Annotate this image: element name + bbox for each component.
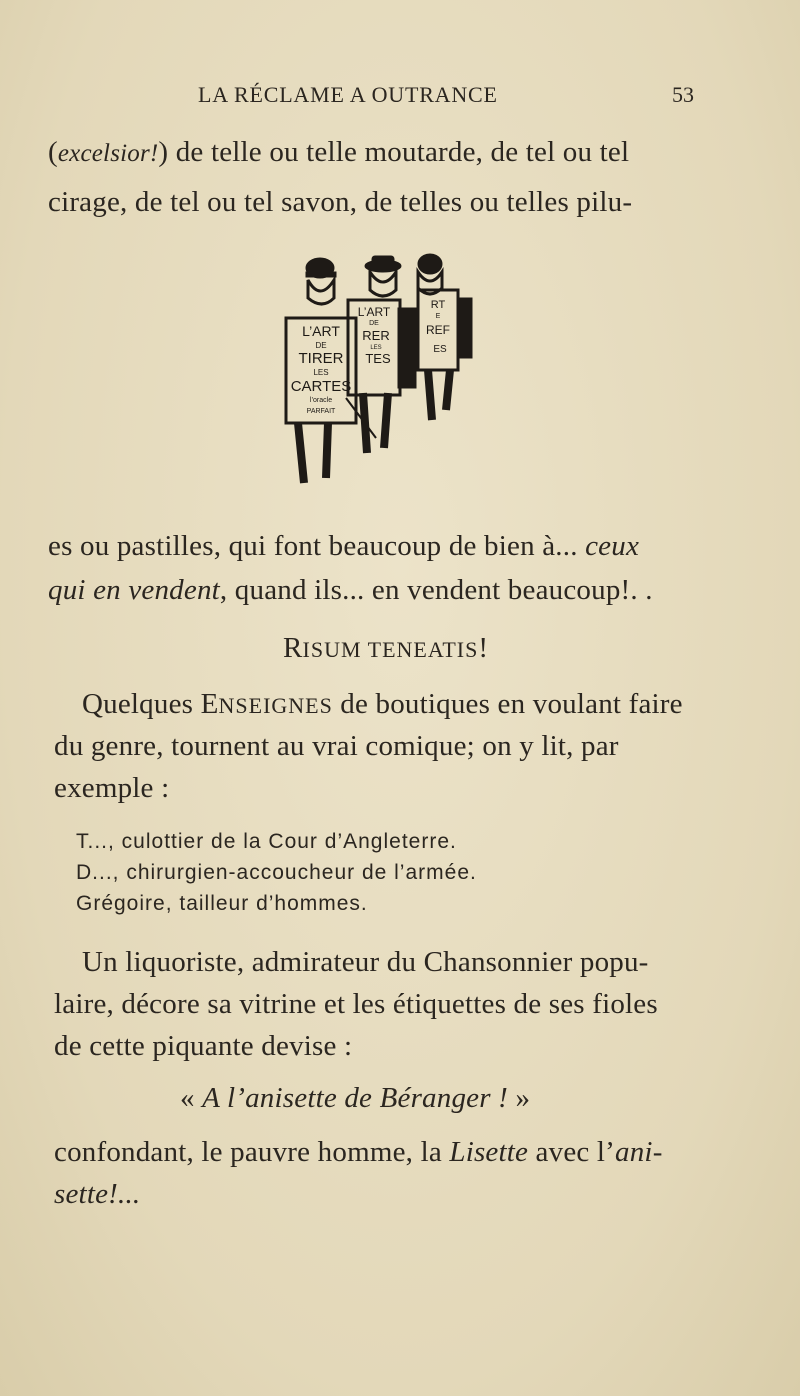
text-fragment: )	[158, 136, 169, 168]
text-fragment: »	[508, 1082, 531, 1114]
paragraph-line	[82, 688, 683, 721]
text-fragment: , quand ils... en vendent beaucoup!. .	[219, 574, 653, 606]
paragraph-line: Un liquoriste, admirateur du Chansonnier popu-	[82, 946, 649, 978]
text-fragment: (	[48, 136, 58, 168]
section-heading	[283, 632, 488, 665]
sign-text: CARTES	[290, 378, 352, 395]
running-header: LA RÉCLAME A OUTRANCE	[198, 82, 498, 107]
paragraph-line: cirage, de tel ou tel savon, de telles ou telles pilu-	[48, 186, 633, 218]
paragraph-line: exemple :	[54, 772, 170, 804]
text-fragment: de boutiques en voulant faire	[332, 688, 683, 720]
sign-text: DE	[369, 320, 379, 327]
sign-text: l’oracle	[309, 397, 333, 404]
sign-text: PARFAIT	[306, 408, 336, 415]
sign-text: L’ART	[357, 305, 391, 319]
sign-text: RER	[362, 328, 390, 343]
sign-text: LES	[313, 368, 329, 377]
sign-text: TIRER	[298, 350, 344, 367]
paragraph-line: du genre, tournent au vrai comique; on y lit, par	[54, 730, 619, 762]
sign-text: REF	[426, 323, 450, 337]
text-fragment: confondant, le pauvre homme, la	[54, 1136, 450, 1168]
example-line: T..., culottier de la Cour d’Angleterre.	[76, 830, 457, 853]
text-fragment: es ou pastilles, qui font beaucoup de bien à...	[48, 530, 586, 562]
sandwich-men-illustration	[268, 248, 488, 493]
sign-text: LES	[370, 345, 382, 351]
text-fragment: ISUM TENEATIS	[302, 637, 479, 662]
text-fragment: R	[283, 632, 303, 664]
text-fragment: avec l’	[528, 1136, 616, 1168]
italic-text: ceux	[585, 530, 640, 562]
paragraph-line	[54, 1136, 663, 1169]
italic-text: excelsior!	[57, 140, 159, 167]
text-fragment: de telle ou telle moutarde, de tel ou tel	[168, 136, 630, 168]
motto-line	[180, 1082, 530, 1115]
sign-text: E	[435, 313, 441, 320]
paragraph-line	[48, 574, 653, 607]
paragraph-line	[48, 530, 639, 563]
paragraph-line: de cette piquante devise :	[54, 1030, 353, 1062]
example-line: Grégoire, tailleur d’hommes.	[76, 892, 368, 915]
italic-text: ani-	[615, 1136, 663, 1168]
sign-text: DE	[315, 341, 327, 350]
text-fragment: !	[478, 632, 489, 664]
paragraph-line: sette!...	[54, 1178, 141, 1210]
italic-text: Lisette	[449, 1136, 529, 1168]
text-fragment: «	[180, 1082, 203, 1114]
text-fragment: E	[200, 688, 219, 720]
sign-text: TES	[365, 351, 391, 366]
example-line: D..., chirurgien-accoucheur de l’armée.	[76, 861, 477, 884]
sign-text: L’ART	[302, 323, 340, 339]
text-fragment: NSEIGNES	[218, 693, 333, 718]
italic-text: A l’anisette de Béranger !	[202, 1082, 509, 1114]
italic-text: qui en vendent	[48, 574, 220, 606]
sign-text: ES	[433, 344, 447, 355]
sign-text: RT	[430, 299, 446, 311]
paragraph-line: laire, décore sa vitrine et les étiquettes de ses fioles	[54, 988, 658, 1020]
text-fragment: Quelques	[82, 688, 201, 720]
page-number: 53	[672, 82, 694, 107]
paragraph-line	[48, 136, 629, 169]
